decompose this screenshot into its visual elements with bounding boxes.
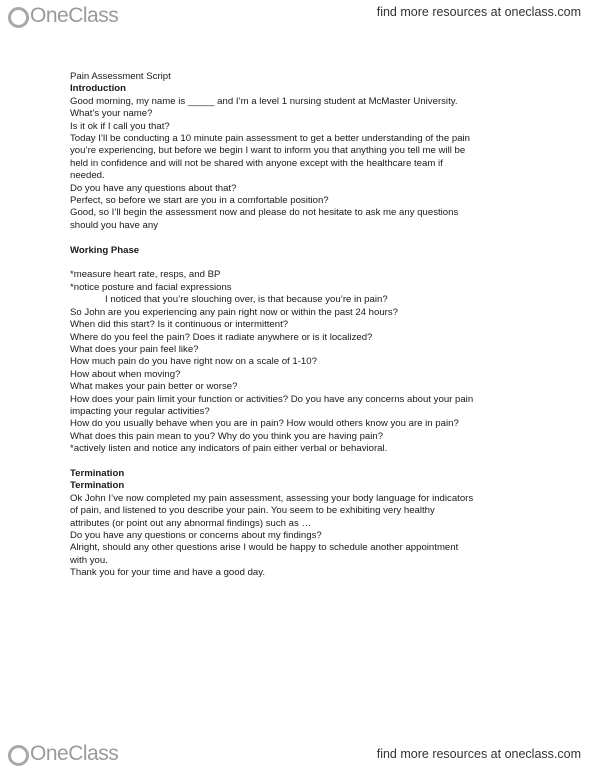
text-line: *notice posture and facial expressions xyxy=(70,281,232,293)
text-line: Ok John I’ve now completed my pain assessment, assessing your body language for indicators xyxy=(70,492,474,504)
text-line: Do you have any questions about that? xyxy=(70,182,237,194)
intro-heading: Introduction xyxy=(70,83,126,95)
text-line: What does your pain feel like? xyxy=(70,343,199,355)
text-line: you’re experiencing, but before we begin I want to inform you that anything you tell me will be xyxy=(70,145,466,157)
text-line: *actively listen and notice any indicators of pain either verbal or behavioral. xyxy=(70,443,388,455)
text-line: What does this pain mean to you? Why do you think you are having pain? xyxy=(70,430,384,442)
oneclass-logo[interactable] xyxy=(8,4,118,28)
working-heading: Working Phase xyxy=(70,244,140,256)
page-header xyxy=(0,0,595,30)
spacer xyxy=(70,257,540,269)
text-line: held in confidence and will not be shared with anyone except with the healthcare team if xyxy=(70,157,443,169)
text-line: Good morning, my name is _____ and I’m a level 1 nursing student at McMaster University. xyxy=(70,95,458,107)
text-line: Thank you for your time and have a good day. xyxy=(70,567,266,579)
text-line: What’s your name? xyxy=(70,108,153,120)
text-line: I noticed that you’re slouching over, is that because you’re in pain? xyxy=(105,294,388,306)
text-line: How does your pain limit your function or activities? Do you have any concerns about your pain xyxy=(70,393,474,405)
text-line: Is it ok if I call you that? xyxy=(70,120,170,132)
spacer xyxy=(70,232,540,244)
text-line: Where do you feel the pain? Does it radiate anywhere or is it localized? xyxy=(70,331,373,343)
termination-heading: Termination xyxy=(70,467,125,479)
text-line: How about when moving? xyxy=(70,368,181,380)
text-line: with you. xyxy=(70,554,108,566)
logo-text: OneClass xyxy=(30,742,119,765)
doc-title: Pain Assessment Script xyxy=(70,71,171,82)
intro-section xyxy=(70,96,540,232)
find-resources-link[interactable]: find more resources at oneclass.com xyxy=(376,5,581,19)
text-line: *measure heart rate, resps, and BP xyxy=(70,269,221,281)
page-footer xyxy=(0,740,595,770)
find-resources-link[interactable]: find more resources at oneclass.com xyxy=(376,747,581,761)
text-line: impacting your regular activities? xyxy=(70,405,210,417)
text-line: Do you have any questions or concerns about my findings? xyxy=(70,529,322,541)
text-line: Good, so I’ll begin the assessment now and please do not hesitate to ask me any questions xyxy=(70,207,459,219)
spacer xyxy=(70,456,540,468)
working-section xyxy=(70,269,540,455)
document-body xyxy=(70,71,540,580)
text-line: Alright, should any other questions arise I would be happy to schedule another appointment xyxy=(70,542,459,554)
oneclass-logo[interactable] xyxy=(8,742,118,766)
text-line: So John are you experiencing any pain right now or within the past 24 hours? xyxy=(70,306,398,318)
text-line: What makes your pain better or worse? xyxy=(70,381,238,393)
text-line: How do you usually behave when you are in pain? How would others know you are in pain? xyxy=(70,418,459,430)
termination-section xyxy=(70,493,540,580)
text-line: When did this start? Is it continuous or intermittent? xyxy=(70,319,289,331)
text-line: should you have any xyxy=(70,219,159,231)
termination-heading: Termination xyxy=(70,480,125,492)
text-line: Perfect, so before we start are you in a comfortable position? xyxy=(70,195,329,207)
text-line: How much pain do you have right now on a scale of 1-10? xyxy=(70,356,317,368)
logo-text: OneClass xyxy=(30,4,119,27)
text-line: Today I’ll be conducting a 10 minute pain assessment to get a better understanding of the pain xyxy=(70,133,470,145)
oneclass-logo-icon xyxy=(8,7,29,28)
oneclass-logo-icon xyxy=(8,745,29,766)
text-line: needed. xyxy=(70,170,105,182)
text-line: attributes (or point out any abnormal findings) such as … xyxy=(70,517,312,529)
text-line: of pain, and listened to you describe your pain. You seem to be exhibiting very healthy xyxy=(70,505,435,517)
